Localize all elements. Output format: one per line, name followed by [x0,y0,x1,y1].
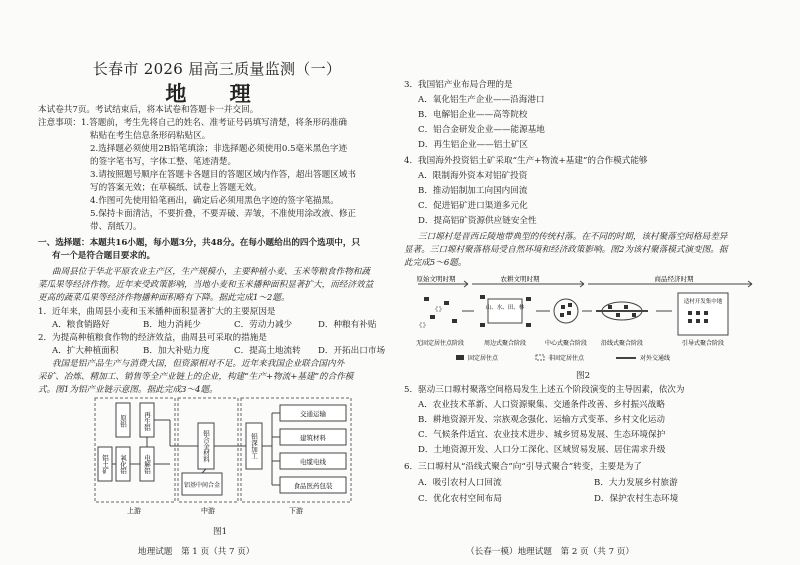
option: B．耕地资源开发、宗族观念强化、运输方式变革、乡村文化运动 [418,415,665,425]
option: A．吸引农村人口回流 [418,478,502,488]
option: A．粮食销路好 [52,320,110,330]
question-stem: 3．我国铝产业布局合理的是 [404,80,513,90]
period-label: 原始文明时期 [416,275,456,283]
passage-line: 更高的蔬菜瓜果等经济作物播种面积略有下降。据此完成1～2题。 [38,293,290,303]
option: D．提高铝矿资源供应链安全性 [418,216,537,226]
option: D．开拓出口市场 [318,346,386,356]
intro-line: 3.请按照题号顺序在答题卡各题目的答题区域内作答，超出答题区域书 [90,170,357,180]
label: 电缆电线 [300,458,326,466]
intro-line: 的签字笔书写，字体工整、笔迹清楚。 [90,157,237,167]
label: 原铝 [119,414,127,428]
left-page [38,0,396,565]
figure-1-aluminum-chain [94,397,352,517]
option: B．电解铝企业——高等院校 [418,110,528,120]
option: D．种粮有补贴 [318,320,377,330]
period-arrows [418,281,752,287]
intro-line: 粘贴在考生信息条形码粘贴区。 [90,131,211,141]
legend-label: 非固定居住点 [548,355,585,362]
question-stem: 4．我国海外投资铝土矿采取“生产+物流+基建”的合作模式能够 [404,156,648,166]
legend-label: 固定居住点 [468,355,499,362]
stage-label: 下游 [289,507,303,515]
option: A．农业技术革新、人口资源聚集、交通条件改善、乡村振兴战略 [418,400,665,410]
option: C．促进铝矿进口渠道多元化 [418,201,528,211]
passage-line: 菜瓜果等经济作物。近年来受政策影响，当地小麦和玉米播种面积显著扩大，而经济效益 [38,280,374,290]
intro-line: 注意事项：1.答题前，考生先将自己的姓名、准考证号码填写清楚，将条形码准确 [38,118,347,128]
option: B．地力消耗少 [143,320,201,330]
passage-line: 采矿、冶炼、精加工、销售等全产业链上的企业，构建“生产+物流+基建”的合作模 [38,372,354,382]
option: D．土地资源开发、人口分工深化、区域贸易发展、居住需求升级 [418,445,666,455]
legend-fixed-swatch [456,355,464,360]
question-stem: 6．三口塬村从“沿线式聚合”向“引导式聚合”转变，主要是为了 [404,462,642,472]
question-stem: 1．近年来，曲周县小麦和玉米播种面积显著扩大的主要原因是 [38,307,276,317]
option: C．优化农村空间布局 [418,494,502,504]
label: 食品医药包装 [293,482,333,490]
stage-label: 上游 [127,507,141,515]
passage-line: 式。图1为铝产业链示意图。据此完成3～4题。 [38,385,218,395]
option: A．限制海外资本对铝矿投资 [418,171,528,181]
stage-label: 无固定居住点阶段 [416,340,465,347]
label: 适村开发集中地 [683,299,723,305]
right-page [404,0,764,565]
intro-line: 5.保持卡面清洁，不要折叠，不要弄破、弄皱，不准使用涂改液、修正 [90,209,357,219]
legend-label: 对外交通线 [640,355,671,362]
passage-line: 三口塬村是晋西丘陵地带典型的传统村落。在不同的时期，该村聚落空间格局差异 [418,232,728,242]
stage-3-points [560,303,572,317]
option: B．推动铝制加工向国内回流 [418,186,528,196]
figure-2-settlement-evolution [416,275,756,367]
exam-title: 长春市 2026 届高三质量监测（一） [92,60,342,78]
option: B．加大补贴力度 [143,346,210,356]
stage-label: 沿线式聚合阶段 [600,340,644,347]
stage-label: 周边式聚合阶段 [483,340,527,347]
subject-title: 地 理 [165,81,269,106]
period-label: 农耕文明时期 [500,275,540,283]
label: 交通运输 [300,410,326,418]
passage-line: 显著。三口塬村聚落格局受自然环境和经济政策影响。图2为该村聚落模式演变图。据 [404,245,728,255]
option: B．大力发展乡村旅游 [594,478,678,488]
label: 再生铝 [143,411,151,431]
stage-label: 中心式聚合阶段 [544,340,588,347]
intro-line: 写的答案无效；在草稿纸、试卷上答题无效。 [90,183,262,193]
label: 山、水、田、林 [485,305,525,311]
figure-caption: 图1 [213,527,228,537]
section-heading: 一、选择题：本题共16小题，每小题3分，共48分。在每小题给出的四个选项中，只 [38,238,361,248]
passage-line: 此完成5～6题。 [404,258,467,268]
option: D．再生铝企业——铝土矿区 [418,140,529,150]
label: 铝合金材料 [202,429,210,463]
label: 氧化铝 [119,454,127,474]
stage-label: 引导式聚合阶段 [681,340,725,347]
stage-2-core [488,299,522,323]
option: A．氧化铝生产企业——沿海港口 [418,95,545,105]
question-stem: 5．驱动三口塬村聚落空间格局发生上述五个阶段演变的主导因素，依次为 [404,385,685,395]
label: 铝基中间合金 [183,482,221,489]
question-stem: 2．为提高种植粮食作物的经济效益，曲周县可采取的措施是 [38,333,267,343]
intro-line: 2.选择题必须使用2B铅笔填涂；非选择题必须使用0.5毫米黑色字迹 [90,144,348,154]
option: A．扩大种植面积 [52,346,119,356]
stage-label: 中游 [201,507,215,515]
label: 电解铝 [143,454,151,474]
stage-3-core [554,299,578,323]
intro-line: 带、刮纸刀。 [90,222,142,232]
section-heading: 有一个是符合题目要求的。 [52,251,156,261]
page-footer: （长春一模）地理试题 第 2 页（共 7 页） [466,547,634,557]
option: C．提高土地流转 [234,346,301,356]
option: C．铝合金研发企业——能源基地 [418,125,545,135]
passage-line: 曲周县位于华北平原农业主产区，生产规模小，主要种植小麦、玉米等粮食作物和蔬 [52,267,370,277]
label: 铝土矿 [101,454,109,474]
label: 建筑材料 [300,434,326,442]
intro-line: 4.作图可先使用铅笔画出，确定后必须用黑色字迹的签字笔描黑。 [90,196,339,206]
passage-line: 我国是铝产品生产与消费大国，但资源相对不足。近年来我国企业联合国内外 [52,359,345,369]
figure-caption: 图2 [576,371,591,381]
intro-line: 本试卷共7页。考试结束后，将本试卷和答题卡一并交回。 [38,105,259,115]
legend-transient-swatch [536,355,544,360]
page-footer: 地理试题 第 1 页（共 7 页） [138,547,255,557]
option: D．保护农村生态环境 [594,494,679,504]
period-label: 商品经济时期 [654,275,694,283]
option: C．气候条件适宜、农业技术进步、城乡贸易发展、生态环境保护 [418,430,666,440]
option: C．劳动力减少 [234,320,293,330]
label: 铝深加工 [250,433,258,459]
